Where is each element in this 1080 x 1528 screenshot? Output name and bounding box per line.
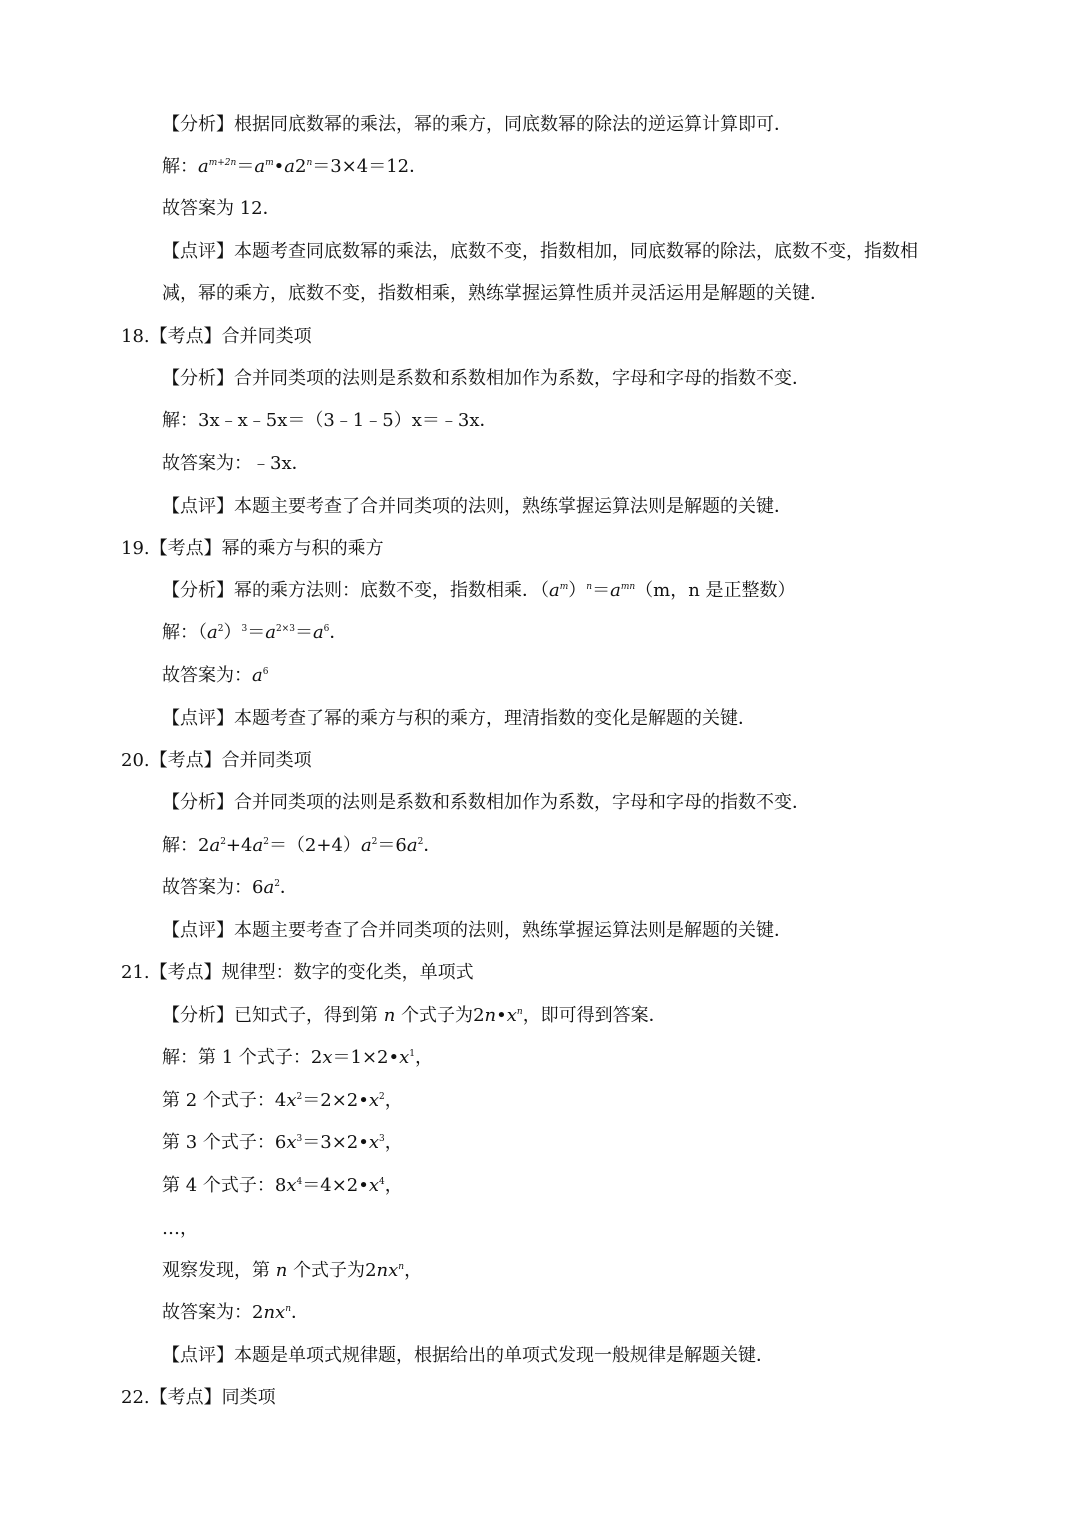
math-exp: m [265,158,274,168]
kaodian-text: 合并同类项 [221,326,312,347]
q19-review [162,706,756,732]
math-exp: 2 [217,624,224,634]
q17-solution [162,154,427,180]
q21-answer: 故答案为：$2nx^n$． [162,1302,309,1323]
q21-analysis: 【分析】已知式子，得到第 n 个式子为$2n•x^n$，即可得到答案． [162,1005,667,1026]
kaodian-text: 同类项 [221,1387,276,1408]
question-number: 18. [121,326,150,347]
q18-analysis [162,366,810,392]
analysis-tag: 【分析】 [162,792,234,813]
q20-analysis [162,790,810,816]
q17-review-line2: 减，幂的乘方，底数不变，指数相乘，熟练掌握运算性质并灵活运用是解题的关键． [162,283,828,304]
math-exp: 3 [241,624,248,634]
math-exp: mn [620,582,636,592]
review-tag: 【点评】 [162,496,234,517]
q20-solution: 解：$2a^2+4a^2=(2+4)a^2=6a^2$． [162,835,442,856]
math-exp: n [306,158,313,168]
answer-label: 故答案为： [162,665,252,686]
observe-text: 个式子为 [293,1260,366,1281]
kaodian-text: 规律型：数字的变化类，单项式 [221,962,474,983]
analysis-tag: 【分析】 [162,1005,234,1026]
review-tag: 【点评】 [162,1345,234,1366]
question-number: 20. [121,750,150,771]
math-exp: m+2n [208,158,237,168]
question-number: 21. [121,962,150,983]
kaodian-tag: 【考点】 [149,1387,222,1408]
analysis-text: 合并同类项的法则是系数和系数相加作为系数，字母和字母的指数不变． [234,368,810,389]
math-exp: m [559,582,569,592]
q21-solution-4: 第 4 个式子：$8x^4=4\times 2•x^4$， [162,1175,403,1196]
analysis-text: 个式子为 [401,1005,474,1026]
q18-answer: 故答案为：﹣3x． [162,453,310,474]
math-op: • [273,156,285,177]
answer-label: 故答案为： [162,1302,252,1323]
solution-label: 第 3 个式子： [162,1132,275,1153]
review-text: 本题主要考查了合并同类项的法则，熟练掌握运算法则是解题的关键． [234,496,792,517]
math-var: a [198,156,209,177]
observe-text: 观察发现，第 [162,1260,270,1281]
solution-label: 解：（ [162,622,207,643]
q21-ellipsis: …， [162,1218,198,1239]
q21-solution-1: 解：第 1 个式子：$2x=1\times 2•x^1$， [162,1047,434,1068]
analysis-tag: 【分析】 [162,368,234,389]
q17-review-line1 [162,239,918,265]
review-text: 本题考查了幂的乘方与积的乘方，理清指数的变化是解题的关键． [234,708,756,729]
question-number: 22. [121,1387,150,1408]
q22-kaodian [121,1385,276,1411]
review-text: 本题主要考查了合并同类项的法则，熟练掌握运算法则是解题的关键． [234,920,792,941]
solution-label: 第 2 个式子： [162,1090,275,1111]
q21-kaodian [121,960,474,986]
math-exp: n [586,582,593,592]
q17-answer: 故答案为 12． [162,198,281,219]
math-op: ＝ [236,156,255,177]
kaodian-tag: 【考点】 [149,962,222,983]
review-tag: 【点评】 [162,241,234,262]
q18-solution: 解：3x﹣x﹣5x＝（3﹣1﹣5）x＝﹣3x． [162,410,498,431]
kaodian-text: 合并同类项 [221,750,312,771]
solution-label: 解：第 1 个式子： [162,1047,311,1068]
analysis-text: 已知式子，得到第 [234,1005,378,1026]
analysis-text: （m，n 是正整数） [635,580,796,601]
math-exp: 2×3 [275,624,295,634]
analysis-text: 合并同类项的法则是系数和系数相加作为系数，字母和字母的指数不变． [234,792,810,813]
review-tag: 【点评】 [162,920,234,941]
kaodian-text: 幂的乘方与积的乘方 [221,538,384,559]
review-text: 本题考查同底数幂的乘法，底数不变，指数相加，同底数幂的除法，底数不变，指数相 [234,241,918,262]
math-var: a [254,156,266,177]
math-exp: 6 [262,667,269,677]
kaodian-tag: 【考点】 [149,538,222,559]
q17-analysis [162,112,792,138]
q19-kaodian [121,536,384,562]
q20-review [162,918,792,944]
q19-analysis: 【分析】幂的乘方法则：底数不变，指数相乘．$(a^m)^n=a^{mn}(m$，n 是正整数） [162,580,796,601]
kaodian-tag: 【考点】 [149,326,222,347]
q18-kaodian [121,324,312,350]
math-exp: 6 [323,624,330,634]
q18-review [162,494,792,520]
math-var: a [284,156,295,177]
analysis-tag: 【分析】 [162,114,234,135]
q21-solution-2: 第 2 个式子：$4x^2=2\times 2•x^2$， [162,1090,403,1111]
math-num: 2 [294,156,307,177]
review-text: 本题是单项式规律题，根据给出的单项式发现一般规律是解题关键． [234,1345,774,1366]
q21-observe: 观察发现，第 n 个式子为$2nx^n$， [162,1260,423,1281]
answer-label: 故答案为： [162,877,252,898]
math-tail: ＝3×4＝12． [312,156,428,177]
solution-label: 解： [162,835,198,856]
kaodian-tag: 【考点】 [149,750,222,771]
q19-solution: 解：$(a^2)^3=a^{2\times 3}=a^6$． [162,622,348,643]
q19-answer: 故答案为：$a^6$ [162,665,269,686]
q20-answer: 故答案为：$6a^2$． [162,877,298,898]
analysis-text: ，即可得到答案． [522,1005,667,1026]
analysis-text: 根据同底数幂的乘法，幂的乘方，同底数幂的除法的逆运算计算即可． [234,114,792,135]
q21-review [162,1343,774,1369]
solution-label: 解： [162,156,198,177]
question-number: 19. [121,538,150,559]
analysis-tag: 【分析】 [162,580,234,601]
review-tag: 【点评】 [162,708,234,729]
q21-solution-3: 第 3 个式子：$6x^3=3\times 2•x^3$， [162,1132,403,1153]
analysis-text: 幂的乘方法则：底数不变，指数相乘．（ [234,580,549,601]
q20-kaodian [121,748,312,774]
solution-label: 第 4 个式子： [162,1175,275,1196]
